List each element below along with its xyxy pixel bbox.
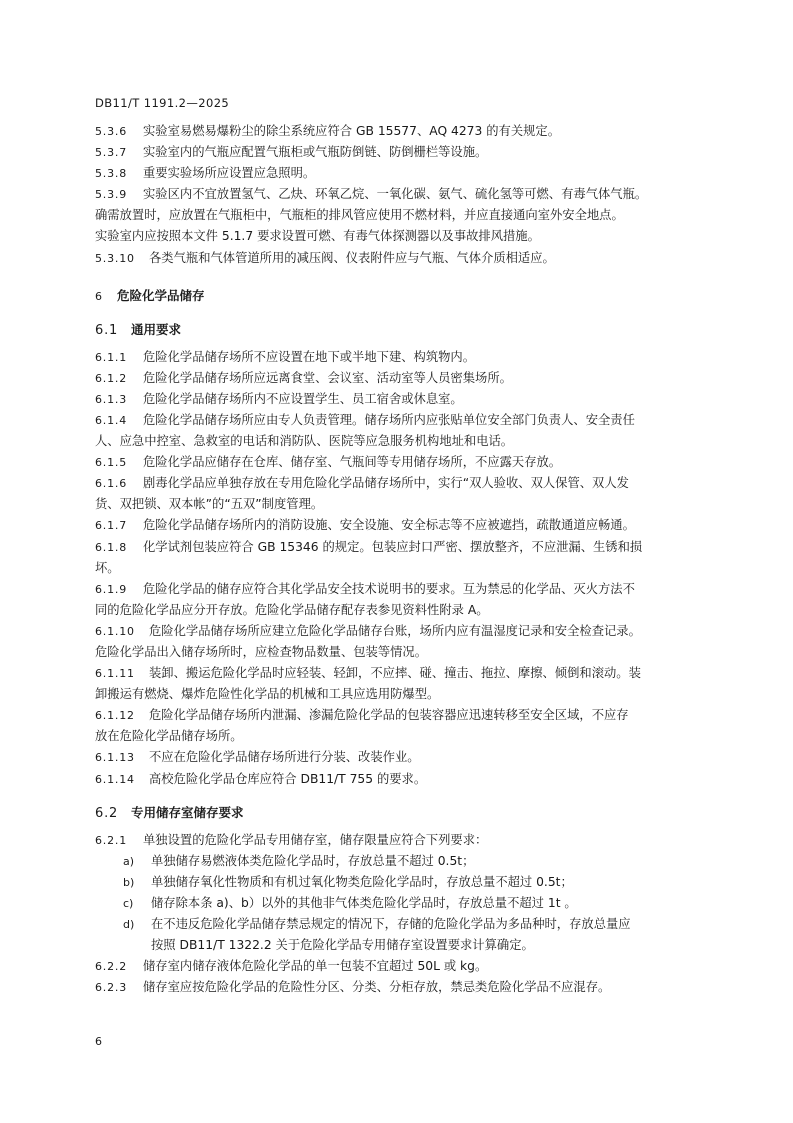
clause-6-1-3: 6.1.3 危险化学品储存场所内不应设置学生、员工宿舍或休息室。 — [95, 391, 463, 406]
list-item-d: d) 在不违反危险化学品储存禁忌规定的情况下，存储的危险化学品为多品种时，存放总量应 — [123, 917, 631, 931]
list-item-b: b) 单独储存氧化性物质和有机过氧化物类危险化学品时，存放总量不超过 0.5t； — [123, 874, 573, 889]
list-item-c: c) 储存除本条 a)、b）以外的其他非气体类危险化学品时，存放总量不超过 1t 。 — [123, 895, 577, 910]
clause-5-3-7: 5.3.7 实验室内的气瓶应配置气瓶柜或气瓶防倒链、防倒栅栏等设施。 — [95, 145, 488, 160]
document-body — [95, 121, 705, 998]
clause-6-1-13: 6.1.13 不应在危险化学品储存场所进行分装、改装作业。 — [95, 750, 420, 765]
clause-6-2-3: 6.2.3 储存室应按危险化学品的危险性分区、分类、分柜存放，禁忌类危险化学品不应混存。 — [95, 980, 611, 995]
clause-6-1-2: 6.1.2 危险化学品储存场所应远离食堂、会议室、活动室等人员密集场所。 — [95, 370, 512, 385]
clause-6-1-10: 6.1.10 危险化学品储存场所应建立危险化学品储存台账，场所内应有温湿度记录和安全检查记录。 — [95, 623, 641, 638]
clause-5-3-9-cont-2: 实验室内应按照本文件 5.1.7 要求设置可燃、有毒气体探测器以及事故排风措施。 — [95, 229, 540, 244]
list-item-a: a) 单独储存易燃液体类危险化学品时，存放总量不超过 0.5t； — [123, 853, 475, 868]
clause-6-1-12-cont: 放在危险化学品储存场所。 — [95, 729, 243, 744]
clause-6-1-11-cont: 卸搬运有燃烧、爆炸危险性化学品的机械和工具应选用防爆型。 — [95, 687, 440, 702]
section-6-2-heading: 6.2 专用储存室储存要求 — [95, 804, 244, 821]
clause-6-1-10-cont: 危险化学品出入储存场所时，应检查物品数量、包装等情况。 — [95, 644, 428, 659]
clause-6-1-14: 6.1.14 高校危险化学品仓库应符合 DB11/T 755 的要求。 — [95, 771, 427, 786]
clause-6-2-2: 6.2.2 储存室内储存液体危险化学品的单一包装不宜超过 50L 或 kg。 — [95, 959, 488, 974]
clause-6-1-7: 6.1.7 危险化学品储存场所内的消防设施、安全设施、安全标志等不应被遮挡，疏散通道应畅通。 — [95, 518, 635, 533]
clause-6-1-1: 6.1.1 危险化学品储存场所不应设置在地下或半地下建、构筑物内。 — [95, 349, 476, 364]
clause-6-1-4: 6.1.4 危险化学品储存场所应由专人负责管理。储存场所内应张贴单位安全部门负责人、安全责任 — [95, 412, 635, 427]
clause-6-1-8-cont: 坏。 — [95, 560, 120, 575]
clause-5-3-9: 5.3.9 实验区内不宜放置氢气、乙炔、环氧乙烷、一氧化碳、氨气、硫化氢等可燃、有毒气体气瓶。 — [95, 187, 648, 202]
chapter-6-heading: 6 危险化学品储存 — [95, 287, 205, 303]
clause-6-1-6-cont: 货、双把锁、双本帐”的“五双”制度管理。 — [95, 497, 324, 512]
clause-6-1-12: 6.1.12 危险化学品储存场所内泄漏、渗漏危险化学品的包装容器应迅速转移至安全区域，不应存 — [95, 708, 629, 723]
clause-5-3-6: 5.3.6 实验室易燃易爆粉尘的除尘系统应符合 GB 15577、AQ 4273 的有关规定。 — [95, 124, 561, 138]
clause-6-2-1: 6.2.1 单独设置的危险化学品专用储存室，储存限量应符合下列要求： — [95, 832, 488, 847]
document-header: DB11/T 1191.2—2025 — [95, 96, 230, 110]
clause-5-3-10: 5.3.10 各类气瓶和气体管道所用的减压阀、仪表附件应与气瓶、气体介质相适应。 — [95, 250, 555, 265]
clause-6-1-5: 6.1.5 危险化学品应储存在仓库、储存室、气瓶间等专用储存场所，不应露天存放。 — [95, 455, 562, 470]
clause-6-1-4-cont: 人、应急中控室、急救室的电话和消防队、医院等应急服务机构地址和电话。 — [95, 434, 514, 449]
list-item-d-cont: 按照 DB11/T 1322.2 关于危险化学品专用储存室设置要求计算确定。 — [151, 938, 534, 953]
clause-5-3-9-cont-1: 确需放置时，应放置在气瓶柜中，气瓶柜的排风管应使用不燃材料，并应直接通向室外安全地点。 — [95, 208, 624, 223]
clause-6-1-6: 6.1.6 剧毒化学品应单独存放在专用危险化学品储存场所中，实行“双人验收、双人保管、双人发 — [95, 476, 629, 491]
clause-6-1-9-cont: 同的危险化学品应分开存放。危险化学品储存配存表参见资料性附录 A。 — [95, 602, 489, 617]
clause-5-3-8: 5.3.8 重要实验场所应设置应急照明。 — [95, 166, 316, 181]
clause-6-1-11: 6.1.11 装卸、搬运危险化学品时应轻装、轻卸，不应摔、碰、撞击、拖拉、摩擦、倾倒和滚动。装 — [95, 666, 641, 681]
clause-6-1-9: 6.1.9 危险化学品的储存应符合其化学品安全技术说明书的要求。互为禁忌的化学品、灭火方法不 — [95, 581, 635, 596]
clause-6-1-8: 6.1.8 化学试剂包装应符合 GB 15346 的规定。包装应封口严密、摆放整齐，不应泄漏、生锈和损 — [95, 539, 643, 554]
page-number: 6 — [95, 1035, 102, 1048]
section-6-1-heading: 6.1 通用要求 — [95, 321, 182, 338]
